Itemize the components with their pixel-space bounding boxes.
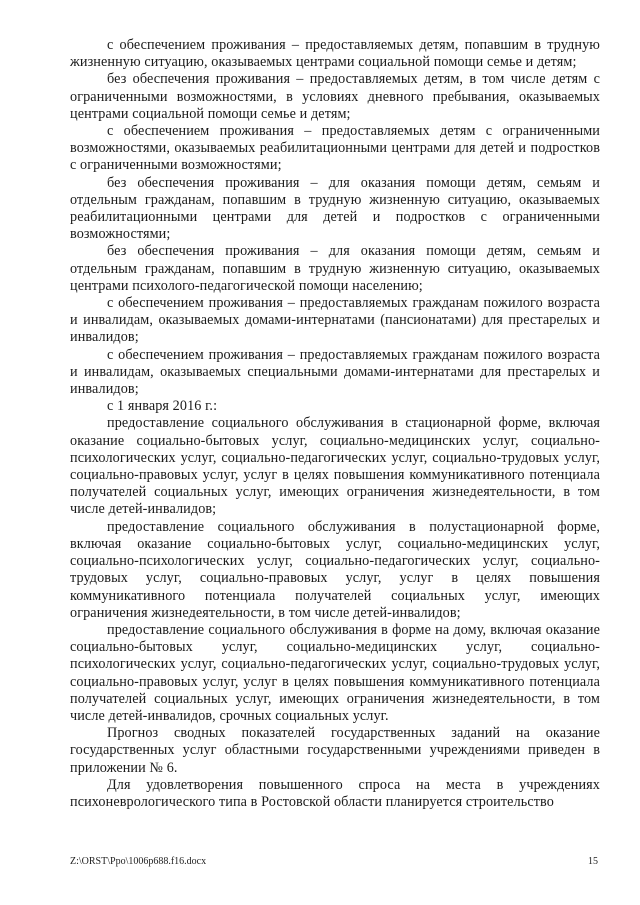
paragraph: с обеспечением проживания – предоставляемых детям с ограниченными возможностями, оказываемых реабилитационными центрами для детей и подростков с ограниченными возможностями; — [70, 123, 600, 174]
page-number: 15 — [588, 856, 598, 867]
paragraph: предоставление социального обслуживания в форме на дому, включая оказание социально-бытовых услуг, социально-медицинских услуг, социально-психологических услуг, социально-педагогических услуг, социально-трудовых услуг, социально-правовых услуг, услуг в целях повышения коммуникативного потенциала получателей социальных услуг, имеющих ограничения жизнедеятельности, в том числе детей-инвалидов, срочных социальных услуг. — [70, 621, 600, 724]
paragraph: Прогноз сводных показателей государственных заданий на оказание государственных услуг областными государственными учреждениями приведен в приложении № 6. — [70, 725, 600, 776]
paragraph: с обеспечением проживания – предоставляемых детям, попавшим в трудную жизненную ситуацию, оказываемых центрами социальной помощи семье и детям; — [70, 37, 600, 71]
paragraph: без обеспечения проживания – для оказания помощи детям, семьям и отдельным гражданам, попавшим в трудную жизненную ситуацию, оказываемых центрами психолого-педагогической помощи населению; — [70, 243, 600, 294]
paragraph: Для удовлетворения повышенного спроса на места в учреждениях психоневрологического типа в Ростовской области планируется строительство — [70, 776, 600, 810]
file-path: Z:\ORST\Ppo\1006p688.f16.docx — [70, 856, 207, 867]
paragraph: предоставление социального обслуживания в стационарной форме, включая оказание социально-бытовых услуг, социально-медицинских услуг, социально-психологических услуг, социально-педагогических услуг, социально-трудовых услуг, социально-правовых услуг, услуг в целях повышения коммуникативного потенциала получателей социальных услуг, имеющих ограничения жизнедеятельности, в том числе детей-инвалидов; — [70, 415, 600, 518]
document-body — [70, 37, 600, 811]
paragraph: предоставление социального обслуживания в полустационарной форме, включая оказание социально-бытовых услуг, социально-медицинских услуг, социально-психологических услуг, социально-педагогических услуг, социально-трудовых услуг, социально-правовых услуг, услуг в целях повышения коммуникативного потенциала получателей социальных услуг, имеющих ограничения жизнедеятельности, в том числе детей-инвалидов; — [70, 518, 600, 621]
paragraph: без обеспечения проживания – предоставляемых детям, в том числе детям с ограниченными возможностями, в условиях дневного пребывания, оказываемых центрами социальной помощи семье и детям; — [70, 71, 600, 122]
paragraph: без обеспечения проживания – для оказания помощи детям, семьям и отдельным гражданам, попавшим в трудную жизненную ситуацию, оказываемых реабилитационными центрами для детей и подростков с ограниченными возможностями; — [70, 174, 600, 243]
paragraph: с обеспечением проживания – предоставляемых гражданам пожилого возраста и инвалидам, оказываемых домами-интернатами (пансионатами) для престарелых и инвалидов; — [70, 295, 600, 346]
paragraph: с 1 января 2016 г.: — [107, 398, 218, 415]
paragraph: с обеспечением проживания – предоставляемых гражданам пожилого возраста и инвалидам, оказываемых специальными домами-интернатами для престарелых и инвалидов; — [70, 346, 600, 398]
